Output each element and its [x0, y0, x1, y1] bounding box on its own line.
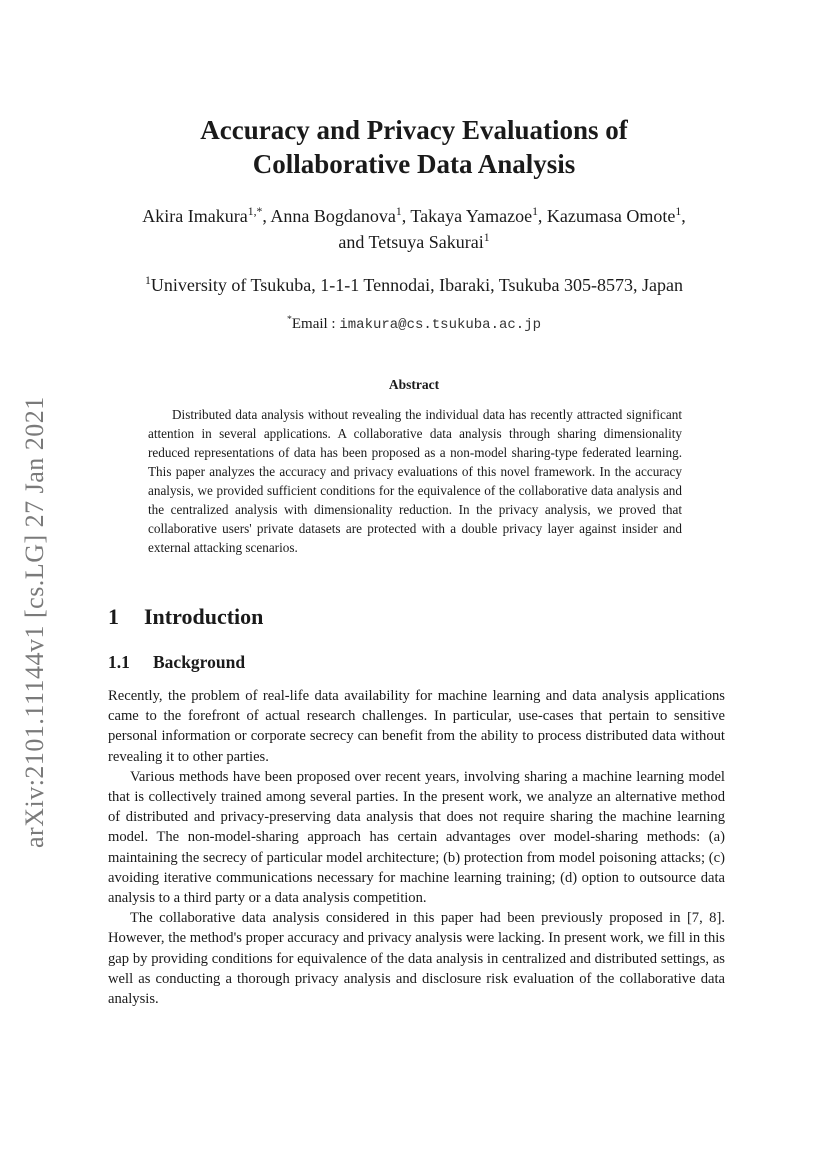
author-line-2	[0, 229, 828, 255]
affiliation-text: University of Tsukuba, 1-1-1 Tennodai, Ibaraki, Tsukuba 305-8573, Japan	[150, 275, 683, 295]
abstract-heading: Abstract	[388, 377, 440, 392]
author-name: Anna Bogdanova	[270, 206, 396, 226]
body-paragraph: Recently, the problem of real-life data availability for machine learning and data analysis applications came to the forefront of actual research challenges. In particular, use-cases that pertain to sensitive personal information or corporate secrecy can benefit from the ability to process distributed data without revealing it to other parties.	[108, 688, 725, 765]
subsection-title: Background	[153, 652, 246, 672]
author-list	[0, 203, 828, 255]
paper-title	[0, 113, 828, 181]
arxiv-identifier-stamp: arXiv:2101.11144v1 [cs.LG] 27 Jan 2021	[20, 396, 49, 848]
paper-title-line-2: Collaborative Data Analysis	[252, 149, 576, 179]
author-affiliation-mark: 1	[395, 205, 402, 218]
email-label: Email :	[291, 316, 340, 332]
section-number: 1	[108, 604, 119, 629]
contact-email	[0, 313, 828, 336]
body-paragraph: The collaborative data analysis considered in this paper had been previously proposed in [7, 8]. However, the method's proper accuracy and privacy analysis were lacking. In present work, we fill in this gap by providing conditions for equivalence of the data analysis in centralized and distributed settings, as well as conducting a thorough privacy analysis and disclosure risk evaluation of the collaborative data analysis.	[108, 910, 725, 1008]
section-title: Introduction	[144, 604, 264, 629]
subsection-heading-background	[108, 652, 245, 673]
email-address[interactable]: imakura@cs.tsukuba.ac.jp	[339, 317, 541, 333]
body-paragraph: Various methods have been proposed over recent years, involving sharing a machine learning model that is collectively trained among several parties. In the present work, we analyze an alternative method of distributed and privacy-preserving data analysis that does not require sharing the machine learning model. The non-model-sharing approach has certain advantages over model-sharing methods: (a) maintaining the secrecy of particular model architecture; (b) protection from model poisoning attacks; (c) avoiding iterative communications necessary for machine learning training; (d) option to outsource data analysis to a third party or a data analysis competition.	[108, 768, 725, 907]
author-name: and Tetsuya Sakurai	[338, 232, 484, 252]
author-name: Takaya Yamazoe	[410, 206, 533, 226]
affiliation-mark: 1	[145, 274, 151, 287]
author-affiliation-mark: 1	[532, 205, 538, 218]
email-mark: *	[286, 314, 292, 325]
affiliation	[0, 272, 828, 298]
author-line-1: Akira Imakura$^{1,*}$, Anna Bogdanova$^1$, Takaya Yamazoe$^1$, Kazumasa Omote$^1$,	[142, 205, 686, 226]
author-affiliation-mark: 1	[675, 205, 682, 218]
introduction-body	[108, 686, 725, 1009]
author-affiliation-mark: 1,*	[247, 205, 263, 218]
author-name: Akira Imakura	[142, 206, 248, 226]
author-name: Kazumasa Omote	[546, 206, 676, 226]
section-heading-introduction	[108, 604, 263, 630]
subsection-number: 1.1	[108, 652, 130, 672]
abstract-text: Distributed data analysis without revealing the individual data has recently attracted significant attention in several applications. A collaborative data analysis through sharing dimensionality reduced representations of data has been proposed as a non-model sharing-type federated learning. This paper analyzes the accuracy and privacy evaluations of this novel framework. In the accuracy analysis, we provided sufficient conditions for the equivalence of the collaborative data analysis and the centralized analysis with dimensionality reduction. In the privacy analysis, we proved that collaborative users' private datasets are protected with a double privacy layer against insider and external attacking scenarios.	[148, 407, 682, 555]
paper-title-line-1: Accuracy and Privacy Evaluations of	[200, 115, 628, 145]
author-affiliation-mark: 1	[483, 231, 490, 244]
